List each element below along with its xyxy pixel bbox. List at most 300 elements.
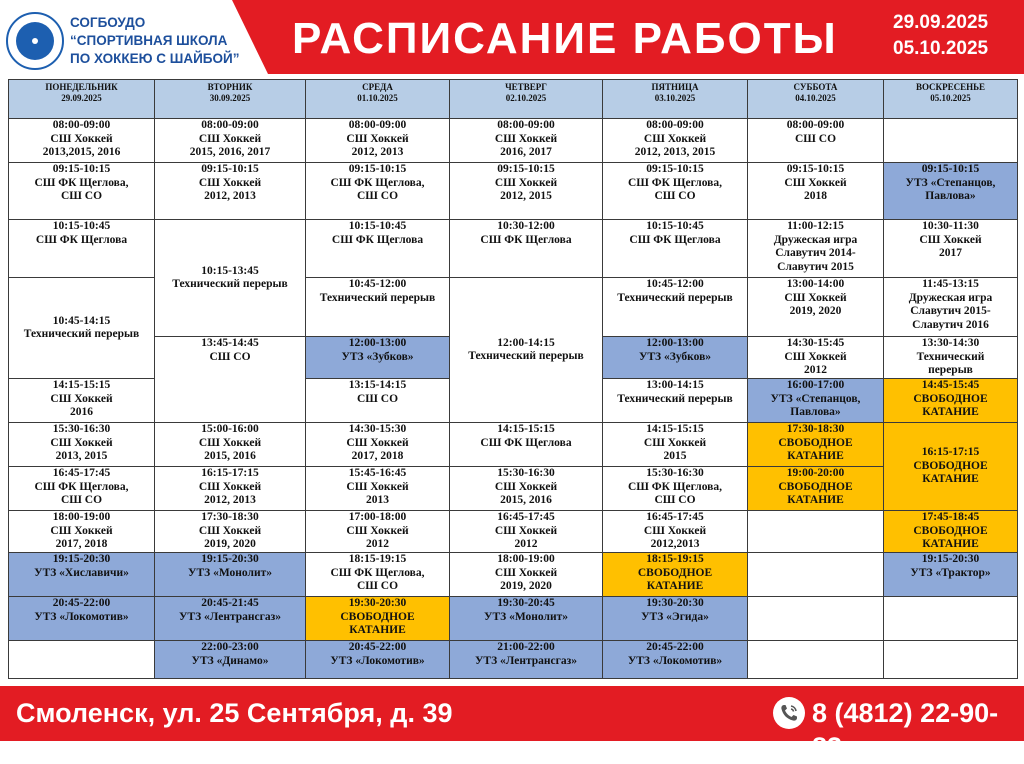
session-text: СШ Хоккей [50, 132, 113, 145]
session-text: СВОБОДНОЕ [637, 566, 713, 579]
session-text: СШ Хоккей [494, 176, 558, 189]
session-text: КАТАНИЕ [349, 624, 406, 636]
session-cell [9, 597, 155, 641]
page-title: РАСПИСАНИЕ РАБОТЫ [292, 14, 838, 63]
session-time: 12:00-13:00 [348, 337, 407, 349]
session-text: СШ Хоккей [919, 233, 982, 246]
session-time: 14:15-15:15 [497, 423, 555, 435]
session-text: СШ ФК Щеглова [480, 436, 572, 449]
session-cell [884, 379, 1018, 423]
session-cell [884, 337, 1018, 379]
session-time: 19:15-20:30 [201, 553, 259, 565]
session-time: 08:00-09:00 [497, 119, 555, 131]
session-cell [450, 511, 603, 553]
session-time: 19:30-20:45 [497, 597, 555, 609]
session-text: 2012, 2015 [500, 190, 552, 202]
session-text: СШ Хоккей [784, 176, 847, 189]
session-time: 22:00-23:00 [201, 641, 259, 653]
session-text: УТЗ «Локомотив» [330, 654, 425, 667]
day-header [450, 80, 603, 119]
session-cell [748, 467, 884, 511]
session-cell [9, 467, 155, 511]
session-text: 2019, 2020 [204, 538, 256, 550]
session-time: 09:15-10:15 [497, 163, 555, 175]
session-text: УТЗ «Локомотив» [34, 610, 129, 623]
session-text: УТЗ «Зубков» [638, 350, 712, 363]
session-text: 2017, 2018 [55, 538, 108, 550]
session-text: 2015, 2016 [204, 450, 256, 462]
session-text: 2012 [804, 364, 827, 376]
session-text: Технический перерыв [172, 278, 288, 290]
session-text: СШ Хоккей [643, 524, 707, 537]
date-from: 29.09.2025 [893, 12, 989, 33]
empty-cell [748, 553, 884, 597]
session-cell [603, 553, 748, 597]
session-text: УТЗ «Лентрансгаз» [178, 610, 282, 623]
session-text: 2012, 2013 [204, 494, 256, 506]
session-text: Славутич 2014- [775, 247, 856, 259]
session-time: 13:00-14:15 [646, 379, 704, 391]
session-cell [306, 220, 450, 278]
session-cell [603, 379, 748, 423]
session-text: 2012 [366, 538, 389, 550]
session-text: СШ СО [356, 580, 399, 592]
day-name: ЧЕТВЕРГ [505, 82, 547, 92]
session-text: Павлова» [790, 406, 841, 418]
session-text: УТЗ «Степанцов, [905, 176, 996, 189]
schedule-row [9, 467, 1018, 511]
session-text: Технический перерыв [617, 291, 733, 304]
session-cell [748, 423, 884, 467]
session-text: УТЗ «Лентрансгаз» [474, 654, 578, 667]
session-text: 2012 [514, 538, 538, 550]
date-to: 05.10.2025 [893, 38, 989, 59]
session-text: Технический [916, 350, 985, 363]
session-cell [603, 423, 748, 467]
session-time: 15:45-16:45 [348, 467, 407, 479]
session-text: СВОБОДНОЕ [913, 392, 988, 405]
day-header [306, 80, 450, 119]
session-time: 19:30-20:30 [348, 597, 407, 609]
session-text: УТЗ «Зубков» [341, 350, 414, 363]
session-cell [9, 423, 155, 467]
session-text: СВОБОДНОЕ [913, 524, 988, 537]
schedule-row [9, 597, 1018, 641]
session-cell [9, 553, 155, 597]
session-text: СШ СО [60, 494, 103, 506]
day-date: 30.09.2025 [209, 93, 251, 103]
session-text: Дружеская игра [908, 291, 993, 304]
session-text: СШ Хоккей [643, 436, 707, 449]
session-cell [450, 119, 603, 163]
session-cell [306, 597, 450, 641]
empty-cell [748, 597, 884, 641]
session-text: Дружеская игра [773, 233, 858, 246]
session-cell [450, 597, 603, 641]
phone-number: 8 (4812) 22-90-83 [812, 698, 999, 762]
session-text: 2012, 2013 [351, 146, 404, 158]
session-time: 16:45-17:45 [52, 467, 111, 479]
session-cell [603, 119, 748, 163]
header-banner [0, 0, 1024, 74]
session-cell [884, 220, 1018, 278]
session-time: 09:15-10:15 [646, 163, 704, 175]
session-time: 10:45-12:00 [348, 278, 407, 290]
session-text: СШ ФК Щеглова, [34, 176, 129, 189]
session-cell [450, 163, 603, 220]
session-time: 08:00-09:00 [786, 119, 845, 131]
session-time: 08:00-09:00 [348, 119, 407, 131]
session-cell [603, 467, 748, 511]
session-cell [155, 641, 306, 679]
session-cell [603, 163, 748, 220]
session-time: 10:30-12:00 [497, 220, 555, 232]
session-text: 2012, 2013, 2015 [634, 146, 716, 158]
org-line: СОГБОУДО [70, 15, 146, 30]
session-text: КАТАНИЕ [646, 580, 704, 592]
session-text: СШ ФК Щеглова [629, 233, 721, 246]
session-time: 20:45-21:45 [201, 597, 259, 609]
session-cell [884, 278, 1018, 337]
session-time: 16:45-17:45 [646, 511, 704, 523]
empty-cell [748, 511, 884, 553]
session-time: 20:45-22:00 [646, 641, 704, 653]
session-time: 16:45-17:45 [497, 511, 555, 523]
session-time: 10:15-10:45 [646, 220, 704, 232]
session-text: 2012,2013 [650, 538, 700, 550]
session-time: 09:15-10:15 [52, 163, 111, 175]
session-cell [9, 278, 155, 379]
session-cell [306, 337, 450, 379]
session-text: СШ ФК Щеглова [480, 233, 572, 246]
session-time: 09:15-10:15 [921, 163, 980, 175]
session-text: СВОБОДНОЕ [913, 459, 988, 472]
session-text: перерыв [928, 364, 973, 376]
session-cell [450, 641, 603, 679]
session-time: 10:15-10:45 [52, 220, 111, 232]
session-cell [306, 278, 450, 337]
day-header [748, 80, 884, 119]
session-text: Павлова» [925, 190, 976, 202]
session-cell [155, 467, 306, 511]
session-time: 15:30-16:30 [646, 467, 704, 479]
session-time: 14:15-15:15 [646, 423, 704, 435]
session-text: СВОБОДНОЕ [778, 480, 853, 493]
session-cell [884, 163, 1018, 220]
session-text: СШ Хоккей [346, 436, 409, 449]
session-text: 2017 [939, 247, 962, 259]
session-text: СШ Хоккей [643, 132, 707, 145]
session-text: КАТАНИЕ [787, 450, 844, 462]
session-text: 2019, 2020 [789, 305, 842, 317]
session-time: 12:00-13:00 [646, 337, 704, 349]
session-text: 2015 [663, 450, 687, 462]
school-logo [6, 12, 64, 70]
session-cell [748, 220, 884, 278]
session-cell [603, 597, 748, 641]
session-text: УТЗ «Трактор» [910, 566, 991, 579]
session-text: УТЗ «Динамо» [191, 654, 269, 667]
session-time: 10:45-12:00 [646, 278, 704, 290]
session-text: СШ ФК Щеглова, [330, 176, 425, 189]
session-time: 16:00-17:00 [786, 379, 845, 391]
session-time: 14:30-15:45 [786, 337, 845, 349]
session-text: СВОБОДНОЕ [778, 436, 853, 449]
session-text: 2016 [70, 406, 93, 418]
session-text: КАТАНИЕ [922, 538, 979, 550]
session-text: Славутич 2016 [912, 318, 989, 331]
session-cell [748, 278, 884, 337]
session-text: СВОБОДНОЕ [340, 610, 415, 623]
day-name: ВТОРНИК [207, 82, 253, 92]
session-time: 13:45-14:45 [201, 337, 259, 349]
session-text: СШ Хоккей [494, 480, 558, 493]
session-time: 18:00-19:00 [497, 553, 555, 565]
session-time: 18:00-19:00 [52, 511, 111, 523]
session-time: 13:00-14:00 [786, 278, 845, 290]
session-time: 16:15-17:15 [921, 446, 980, 459]
day-header [603, 80, 748, 119]
session-text: СШ Хоккей [494, 524, 558, 537]
session-text: Славутич 2015 [777, 260, 854, 273]
session-cell [450, 553, 603, 597]
day-date: 02.10.2025 [505, 93, 547, 103]
session-time: 17:30-18:30 [786, 423, 845, 435]
org-line: ПО ХОККЕЮ С ШАЙБОЙ” [70, 51, 240, 66]
session-time: 11:45-13:15 [922, 278, 979, 290]
org-line: “СПОРТИВНАЯ ШКОЛА [70, 33, 228, 48]
date-range [893, 10, 988, 62]
session-text: 2016, 2017 [500, 146, 552, 158]
session-time: 08:00-09:00 [646, 119, 704, 131]
session-text: СШ ФК Щеглова [35, 233, 128, 246]
session-cell [155, 337, 306, 423]
session-time: 19:30-20:30 [646, 597, 704, 609]
session-cell [603, 641, 748, 679]
session-text: СШ ФК Щеглова [331, 233, 424, 246]
session-text: СШ СО [356, 392, 399, 405]
session-text: КАТАНИЕ [922, 406, 979, 418]
session-cell [450, 278, 603, 423]
session-time: 20:45-22:00 [52, 597, 111, 609]
phone-icon [773, 697, 805, 729]
session-text: 2018 [804, 190, 827, 202]
day-date: 29.09.2025 [61, 93, 102, 103]
session-cell [748, 337, 884, 379]
session-text: 2013,2015, 2016 [42, 146, 121, 158]
session-text: 2012, 2013 [204, 190, 256, 202]
schedule-row [9, 163, 1018, 220]
session-cell [155, 553, 306, 597]
session-cell [155, 220, 306, 337]
session-cell [306, 379, 450, 423]
session-text: СШ Хоккей [494, 132, 558, 145]
session-cell [603, 220, 748, 278]
session-text: СШ Хоккей [198, 480, 262, 493]
session-text: Технический перерыв [468, 350, 584, 362]
session-cell [9, 511, 155, 553]
session-text: СШ Хоккей [784, 350, 847, 363]
session-text: УТЗ «Хиславичи» [34, 566, 129, 579]
session-cell [306, 553, 450, 597]
session-time: 08:00-09:00 [52, 119, 111, 131]
session-text: СШ СО [356, 190, 399, 202]
day-name: ПОНЕДЕЛЬНИК [45, 82, 118, 92]
session-time: 17:00-18:00 [348, 511, 407, 523]
session-text: Технический перерыв [617, 392, 733, 405]
day-header [155, 80, 306, 119]
session-time: 19:15-20:30 [921, 553, 980, 565]
schedule-row [9, 553, 1018, 597]
session-time: 15:30-16:30 [52, 423, 111, 435]
session-cell [306, 467, 450, 511]
session-time: 08:00-09:00 [201, 119, 259, 131]
session-time: 18:15-19:15 [646, 553, 704, 565]
session-cell [155, 119, 306, 163]
session-cell [748, 163, 884, 220]
day-name: ПЯТНИЦА [651, 82, 699, 92]
session-text: СШ СО [60, 190, 103, 202]
day-name: СРЕДА [362, 82, 393, 92]
session-time: 16:15-17:15 [201, 467, 259, 479]
session-time: 17:30-18:30 [201, 511, 259, 523]
session-time: 21:00-22:00 [497, 641, 555, 653]
session-time: 10:30-11:30 [922, 220, 979, 232]
session-time: 14:30-15:30 [348, 423, 407, 435]
day-name: СУББОТА [793, 82, 838, 92]
empty-cell [748, 641, 884, 679]
session-time: 10:15-10:45 [348, 220, 407, 232]
schedule-row [9, 511, 1018, 553]
session-time: 20:45-22:00 [348, 641, 407, 653]
empty-cell [9, 641, 155, 679]
session-text: СШ Хоккей [198, 132, 262, 145]
day-date: 05.10.2025 [930, 93, 971, 103]
session-text: УТЗ «Степанцов, [770, 392, 861, 405]
day-header-row [9, 80, 1018, 119]
session-cell [306, 423, 450, 467]
session-cell [155, 163, 306, 220]
session-text: 2013 [366, 494, 389, 506]
session-cell [9, 220, 155, 278]
session-text: СШ ФК Щеглова, [34, 480, 129, 493]
session-time: 15:00-16:00 [201, 423, 259, 435]
session-cell [748, 119, 884, 163]
session-text: СШ Хоккей [346, 524, 409, 537]
session-time: 14:15-15:15 [52, 379, 111, 391]
session-time: 15:30-16:30 [497, 467, 555, 479]
session-time: 19:15-20:30 [52, 553, 111, 565]
session-cell [155, 423, 306, 467]
session-time: 14:45-15:45 [921, 379, 980, 391]
session-time: 17:45-18:45 [921, 511, 980, 523]
session-cell [748, 379, 884, 423]
session-cell [450, 220, 603, 278]
session-cell [450, 467, 603, 511]
day-header [884, 80, 1018, 119]
session-cell [603, 278, 748, 337]
session-text: СШ Хоккей [346, 132, 409, 145]
session-cell [155, 597, 306, 641]
session-text: 2015, 2016 [500, 494, 552, 506]
footer-banner [0, 686, 1024, 762]
session-text: СШ Хоккей [346, 480, 409, 493]
session-cell [9, 163, 155, 220]
session-text: СШ Хоккей [198, 524, 262, 537]
session-cell [884, 553, 1018, 597]
day-header [9, 80, 155, 119]
session-text: СШ Хоккей [198, 176, 262, 189]
session-time: 09:15-10:15 [348, 163, 407, 175]
session-text: УТЗ «Эгида» [641, 610, 709, 623]
session-time: 19:00-20:00 [786, 467, 845, 479]
empty-cell [884, 119, 1018, 163]
session-time: 10:45-14:15 [52, 314, 111, 327]
session-text: 2013, 2015 [55, 450, 108, 462]
session-text: УТЗ «Монолит» [484, 610, 568, 623]
session-text: СШ Хоккей [50, 392, 113, 405]
session-text: СШ ФК Щеглова, [627, 480, 723, 493]
session-text: УТЗ «Монолит» [188, 566, 272, 579]
schedule-table [8, 79, 1018, 679]
day-date: 01.10.2025 [357, 93, 398, 103]
session-text: КАТАНИЕ [922, 473, 979, 486]
day-date: 03.10.2025 [654, 93, 696, 103]
session-text: 2019, 2020 [500, 580, 552, 592]
session-time: 11:00-12:15 [787, 220, 844, 232]
schedule-row [9, 119, 1018, 163]
session-cell [603, 511, 748, 553]
session-cell [9, 119, 155, 163]
session-text: СШ СО [794, 132, 837, 145]
schedule-row [9, 641, 1018, 679]
empty-cell [884, 641, 1018, 679]
session-text: СШ Хоккей [784, 291, 847, 304]
day-name: ВОСКРЕСЕНЬЕ [915, 82, 986, 92]
session-text: КАТАНИЕ [787, 494, 844, 506]
session-time: 10:15-13:45 [201, 264, 259, 277]
session-cell [450, 423, 603, 467]
organization-name [70, 14, 239, 68]
session-text: СШ ФК Щеглова, [627, 176, 723, 189]
session-time: 18:15-19:15 [348, 553, 407, 565]
session-text: СШ Хоккей [50, 524, 113, 537]
session-cell [306, 511, 450, 553]
session-time: 13:30-14:30 [921, 337, 980, 349]
session-cell [884, 423, 1018, 511]
session-cell [603, 337, 748, 379]
session-text: Технический перерыв [23, 328, 140, 340]
logo-emblem [16, 22, 54, 60]
address: Смоленск, ул. 25 Сентября, д. 39 [16, 698, 453, 728]
session-text: СШ СО [654, 494, 696, 506]
session-text: 2017, 2018 [351, 450, 404, 462]
session-cell [155, 511, 306, 553]
empty-cell [884, 597, 1018, 641]
session-cell [9, 379, 155, 423]
session-text: СШ Хоккей [494, 566, 558, 579]
session-text: СШ СО [209, 350, 251, 363]
session-cell [884, 511, 1018, 553]
session-cell [306, 163, 450, 220]
session-time: 09:15-10:15 [201, 163, 259, 175]
session-text: 2015, 2016, 2017 [189, 146, 271, 158]
session-text: Технический перерыв [319, 291, 436, 304]
session-time: 12:00-14:15 [497, 336, 555, 349]
session-cell [306, 119, 450, 163]
day-date: 04.10.2025 [795, 93, 836, 103]
session-cell [306, 641, 450, 679]
